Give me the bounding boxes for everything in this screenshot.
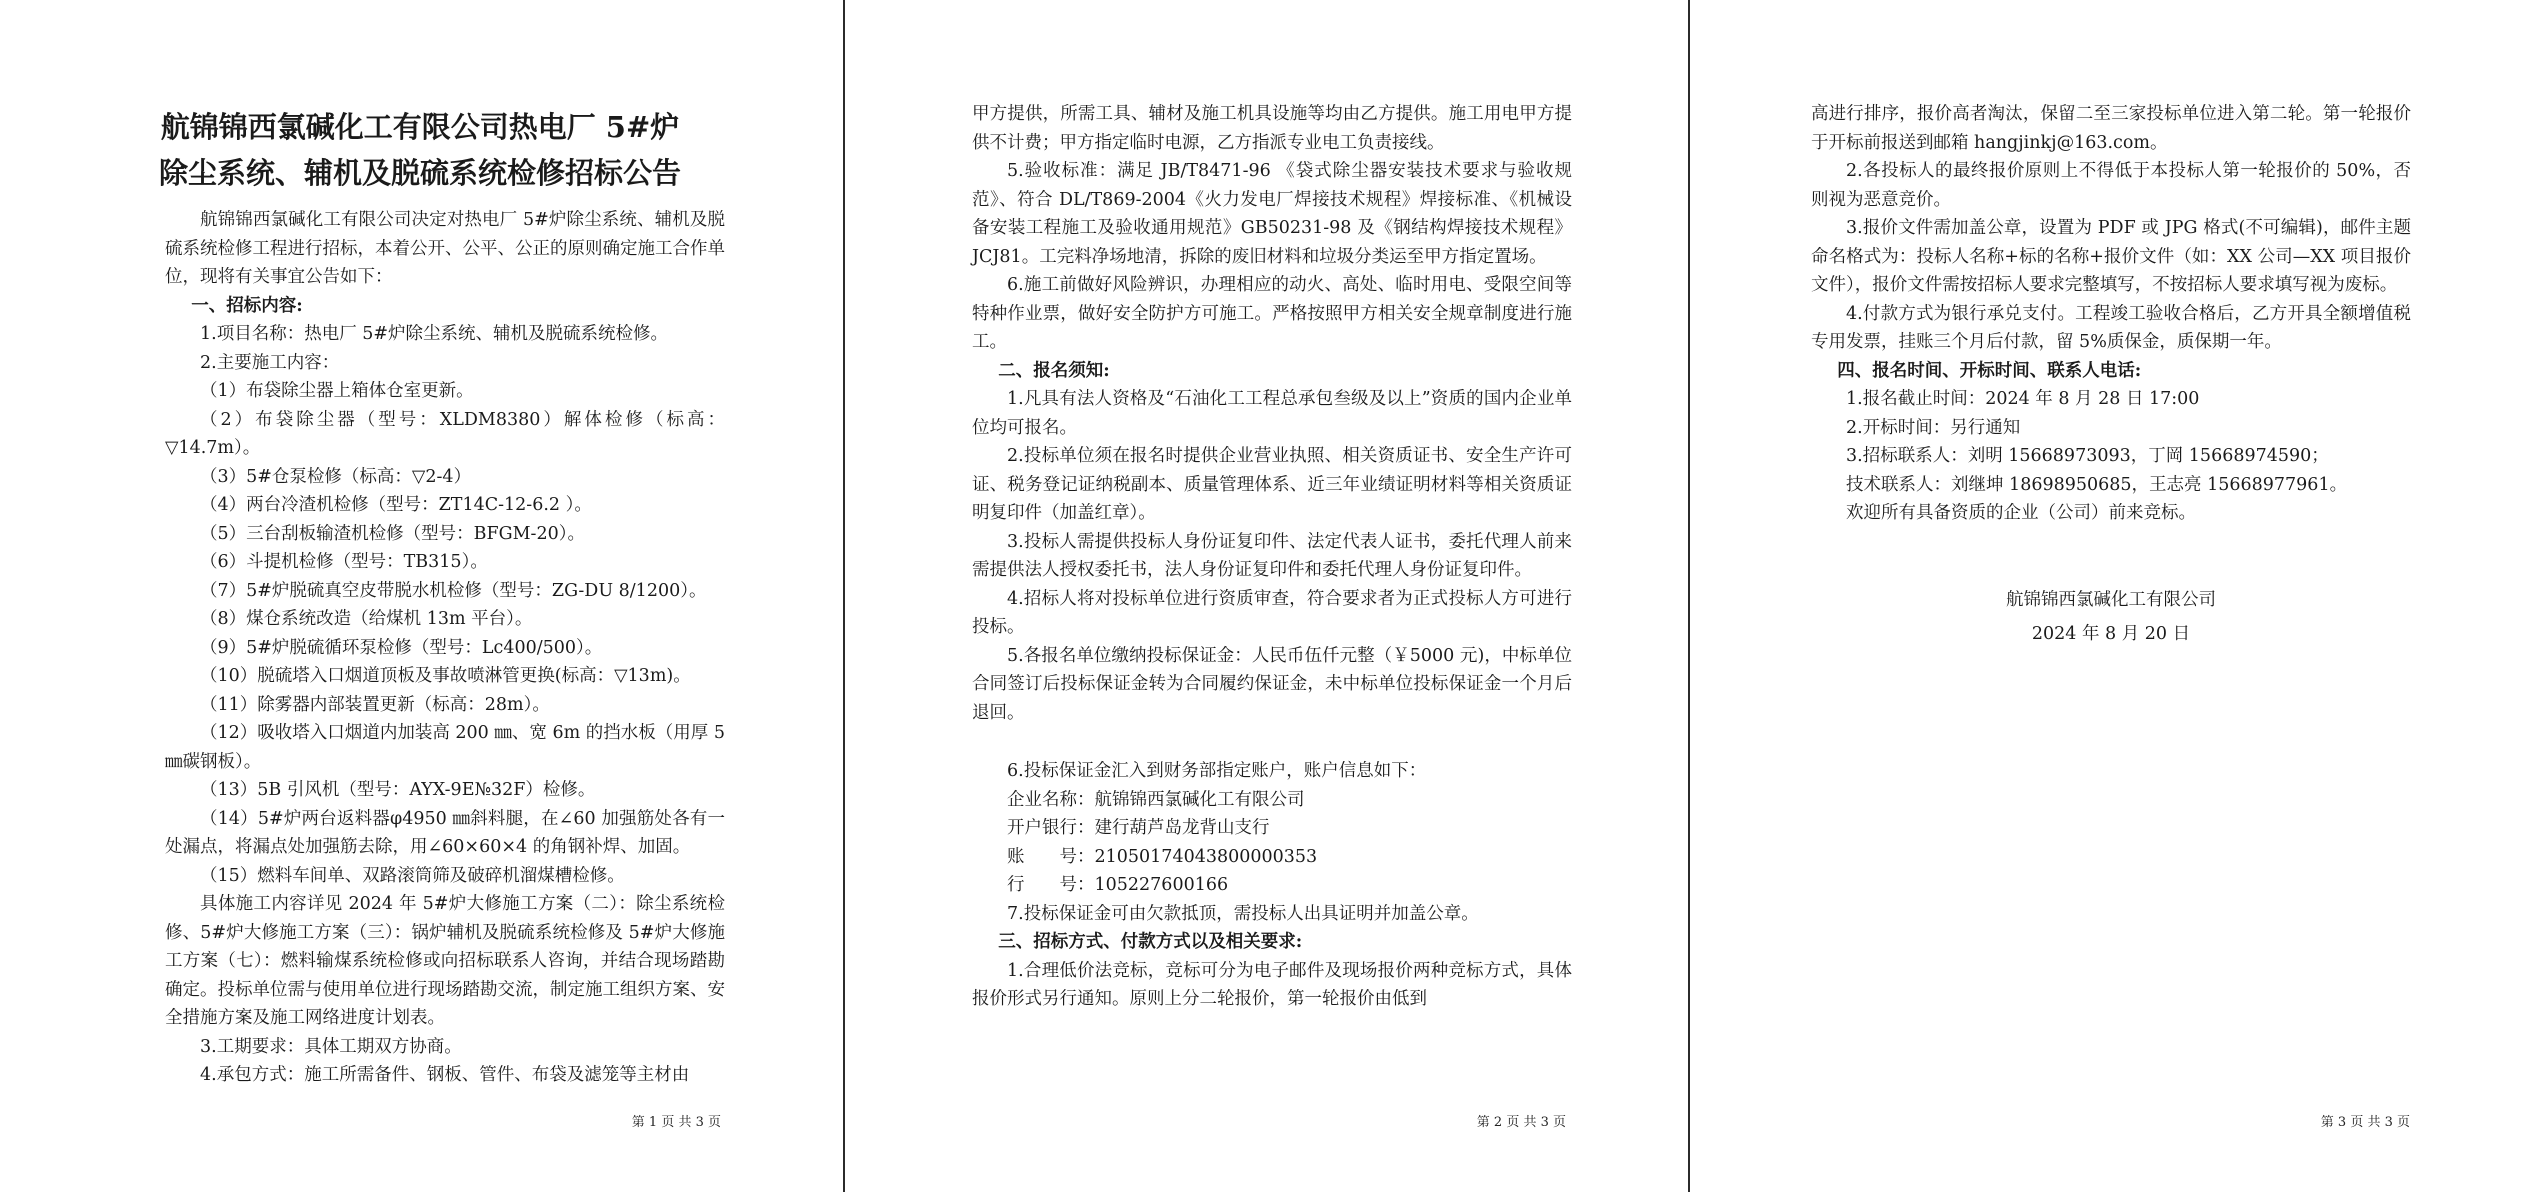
- item-safety: 6.施工前做好风险辨识，办理相应的动火、高处、临时用电、受限空间等特种作业票，做好安全防护方可施工。严格按照甲方相关安全规章制度进行施工。: [972, 275, 1572, 352]
- account-name: 企业名称：航锦锦西氯碱化工有限公司: [1007, 789, 1305, 810]
- sub-item-12: （12）吸收塔入口烟道内加装高 200 ㎜、宽 6m 的挡水板（用厚 5 ㎜碳钢板）。: [165, 723, 725, 772]
- item-contract-mode: 4.承包方式：施工所需备件、钢板、管件、布袋及滤笼等主材由: [200, 1065, 690, 1085]
- sub-item-9: （9）5#炉脱硫循环泵检修（型号：Lc400/500）。: [200, 637, 603, 658]
- page-2: [845, 0, 1688, 1192]
- sub-item-5: （5）三台刮板输渣机检修（型号：BFGM-20）。: [200, 523, 585, 544]
- welcome-line: 欢迎所有具备资质的企业（公司）前来竞标。: [1846, 503, 2196, 523]
- sub-item-1: （1）布袋除尘器上箱体仓室更新。: [200, 381, 474, 401]
- page-2-footer: 第 2 页 共 3 页: [1476, 1115, 1566, 1130]
- sub-item-4: （4）两台冷渣机检修（型号：ZT14C-12-6.2 ）。: [200, 495, 592, 515]
- sub-item-11: （11）除雾器内部装置更新（标高：28m）。: [200, 694, 550, 715]
- item-acceptance: 5.验收标准：满足 JB/T8471-96 《袋式除尘器安装技术要求与验收规范》、符合 DL/T869-2004《火力发电厂焊接技术规程》焊接标准、《机械设备安装工程施工及验收通用规范》GB50231-98 及《钢结构焊接技术规程》JCJ81。工完料净场地清，拆除的废旧材料和垃圾分类运至甲方指定置场。: [972, 161, 1572, 267]
- page-2-body: [972, 100, 1572, 1014]
- continued-paragraph: 高进行排序，报价高者淘汰，保留二至三家投标单位进入第二轮。第一轮报价于开标前报送到邮箱 hangjinkj@163.com。: [1811, 104, 2411, 153]
- page-1-footer: 第 1 页 共 3 页: [631, 1115, 721, 1130]
- document-title: [120, 104, 720, 196]
- reg-item-1: 1.凡具有法人资格及“石油化工工程总承包叁级及以上”资质的国内企业单位均可报名。: [972, 389, 1572, 438]
- item-schedule: 3.工期要求：具体工期双方协商。: [200, 1036, 462, 1057]
- signature-company: 航锦锦西氯碱化工有限公司: [2006, 589, 2216, 610]
- method-item-3: 3.报价文件需加盖公章，设置为 PDF 或 JPG 格式(不可编辑)，邮件主题命名格式为：投标人名称+标的名称+报价文件（如：XX 公司—XX 项目报价文件），报价文件需按招标人要求完整填写，不按招标人要求填写视为废标。: [1811, 218, 2411, 295]
- page-3: [1690, 0, 2532, 1192]
- signature-date: 2024 年 8 月 20 日: [2031, 624, 2191, 644]
- reg-item-7: 7.投标保证金可由欠款抵顶，需投标人出具证明并加盖公章。: [1007, 903, 1479, 924]
- sub-item-7: （7）5#炉脱硫真空皮带脱水机检修（型号：ZG-DU 8/1200）。: [200, 580, 707, 601]
- page-1-body: [165, 206, 725, 1090]
- section-heading-4: 四、报名时间、开标时间、联系人电话:: [1837, 360, 2142, 381]
- reg-item-4: 4.招标人将对投标单位进行资质审查，符合要求者为正式投标人方可进行投标。: [972, 588, 1572, 637]
- sub-item-14: （14）5#炉两台返料器φ4950 ㎜斜料腿，在∠60 加强筋处各有一处漏点，将漏点处加强筋去除，用∠60×60×4 的角钢补焊、加固。: [165, 808, 725, 857]
- sub-item-10: （10）脱硫塔入口烟道顶板及事故喷淋管更换(标高：▽13m)。: [200, 666, 691, 686]
- method-item-1: 1.合理低价法竞标，竞标可分为电子邮件及现场报价两种竞标方式，具体报价形式另行通知。原则上分二轮报价，第一轮报价由低到: [972, 960, 1572, 1009]
- blank-space: [1811, 528, 2411, 586]
- page-1: [0, 0, 843, 1192]
- method-item-4: 4.付款方式为银行承兑支付。工程竣工验收合格后，乙方开具全额增值税专用发票，挂账三个月后付款，留 5%质保金，质保期一年。: [1811, 303, 2411, 352]
- continued-paragraph: 甲方提供，所需工具、辅材及施工机具设施等均由乙方提供。施工用电甲方提供不计费；甲方指定临时电源，乙方指派专业电工负责接线。: [972, 104, 1572, 153]
- blank-line: [972, 727, 1572, 757]
- sub-item-6: （6）斗提机检修（型号：TB315）。: [200, 552, 488, 572]
- account-number: 账 号：21050174043800000353: [1007, 846, 1318, 867]
- reg-item-6: 6.投标保证金汇入到财务部指定账户，账户信息如下：: [1007, 761, 1427, 781]
- detail-paragraph: 具体施工内容详见 2024 年 5#炉大修施工方案（二）：除尘系统检修、5#炉大修施工方案（三）：锅炉辅机及脱硫系统检修及 5#炉大修施工方案（七）：燃料输煤系统检修或向招标联系人咨询，并结合现场踏勘确定。投标单位需与使用单位进行现场踏勘交流，制定施工组织方案、安全措施方案及施工网络进度计划表。: [165, 894, 725, 1028]
- page-3-footer: 第 3 页 共 3 页: [2320, 1115, 2410, 1130]
- sub-item-2: （2）布袋除尘器（型号：XLDM8380）解体检修（标高：▽14.7m）。: [165, 409, 725, 458]
- reg-item-5: 5.各报名单位缴纳投标保证金：人民币伍仟元整（￥5000 元)，中标单位合同签订后投标保证金转为合同履约保证金，未中标单位投标保证金一个月后退回。: [972, 645, 1572, 723]
- title-line-1: 航锦锦西氯碱化工有限公司热电厂 5#炉: [160, 110, 680, 144]
- item-main-content: 2.主要施工内容：: [200, 352, 340, 373]
- section-heading-1: 一、招标内容:: [191, 295, 303, 316]
- account-bank: 开户银行：建行葫芦岛龙背山支行: [1007, 818, 1270, 838]
- method-item-2: 2.各投标人的最终报价原则上不得低于本投标人第一轮报价的 50%，否则视为恶意竞价。: [1811, 161, 2411, 210]
- bank-line-number: 行 号：105227600166: [1007, 875, 1229, 895]
- contact-item: 3.招标联系人：刘明 15668973093，丁岡 15668974590；: [1846, 446, 2329, 466]
- reg-item-3: 3.投标人需提供投标人身份证复印件、法定代表人证书，委托代理人前来需提供法人授权委托书，法人身份证复印件和委托代理人身份证复印件。: [972, 531, 1572, 580]
- title-line-2: 除尘系统、辅机及脱硫系统检修招标公告: [158, 156, 681, 190]
- intro-paragraph: 航锦锦西氯碱化工有限公司决定对热电厂 5#炉除尘系统、辅机及脱硫系统检修工程进行招标，本着公开、公平、公正的原则确定施工合作单位，现将有关事宜公告如下：: [165, 210, 725, 287]
- time-item-1: 1.报名截止时间：2024 年 8 月 28 日 17:00: [1846, 389, 2200, 409]
- item-project-name: 1.项目名称：热电厂 5#炉除尘系统、辅机及脱硫系统检修。: [200, 324, 669, 344]
- sub-item-3: （3）5#仓泵检修（标高：▽2-4）: [200, 466, 472, 487]
- sub-item-13: （13）5B 引风机（型号：AYX-9E№32F）检修。: [200, 780, 596, 800]
- tech-contact-item: 技术联系人：刘继坤 18698950685，王志亮 15668977961。: [1846, 474, 2348, 495]
- section-heading-2: 二、报名须知:: [998, 360, 1110, 381]
- section-heading-3: 三、招标方式、付款方式以及相关要求:: [998, 932, 1303, 952]
- reg-item-2: 2.投标单位须在报名时提供企业营业执照、相关资质证书、安全生产许可证、税务登记证纳税副本、质量管理体系、近三年业绩证明材料等相关资质证明复印件（加盖红章）。: [972, 446, 1572, 523]
- sub-item-8: （8）煤仓系统改造（给煤机 13m 平台）。: [200, 609, 533, 629]
- page-3-body: [1811, 100, 2411, 649]
- time-item-2: 2.开标时间：另行通知: [1846, 417, 2021, 438]
- sub-item-15: （15）燃料车间单、双路滚筒筛及破碎机溜煤槽检修。: [200, 865, 625, 886]
